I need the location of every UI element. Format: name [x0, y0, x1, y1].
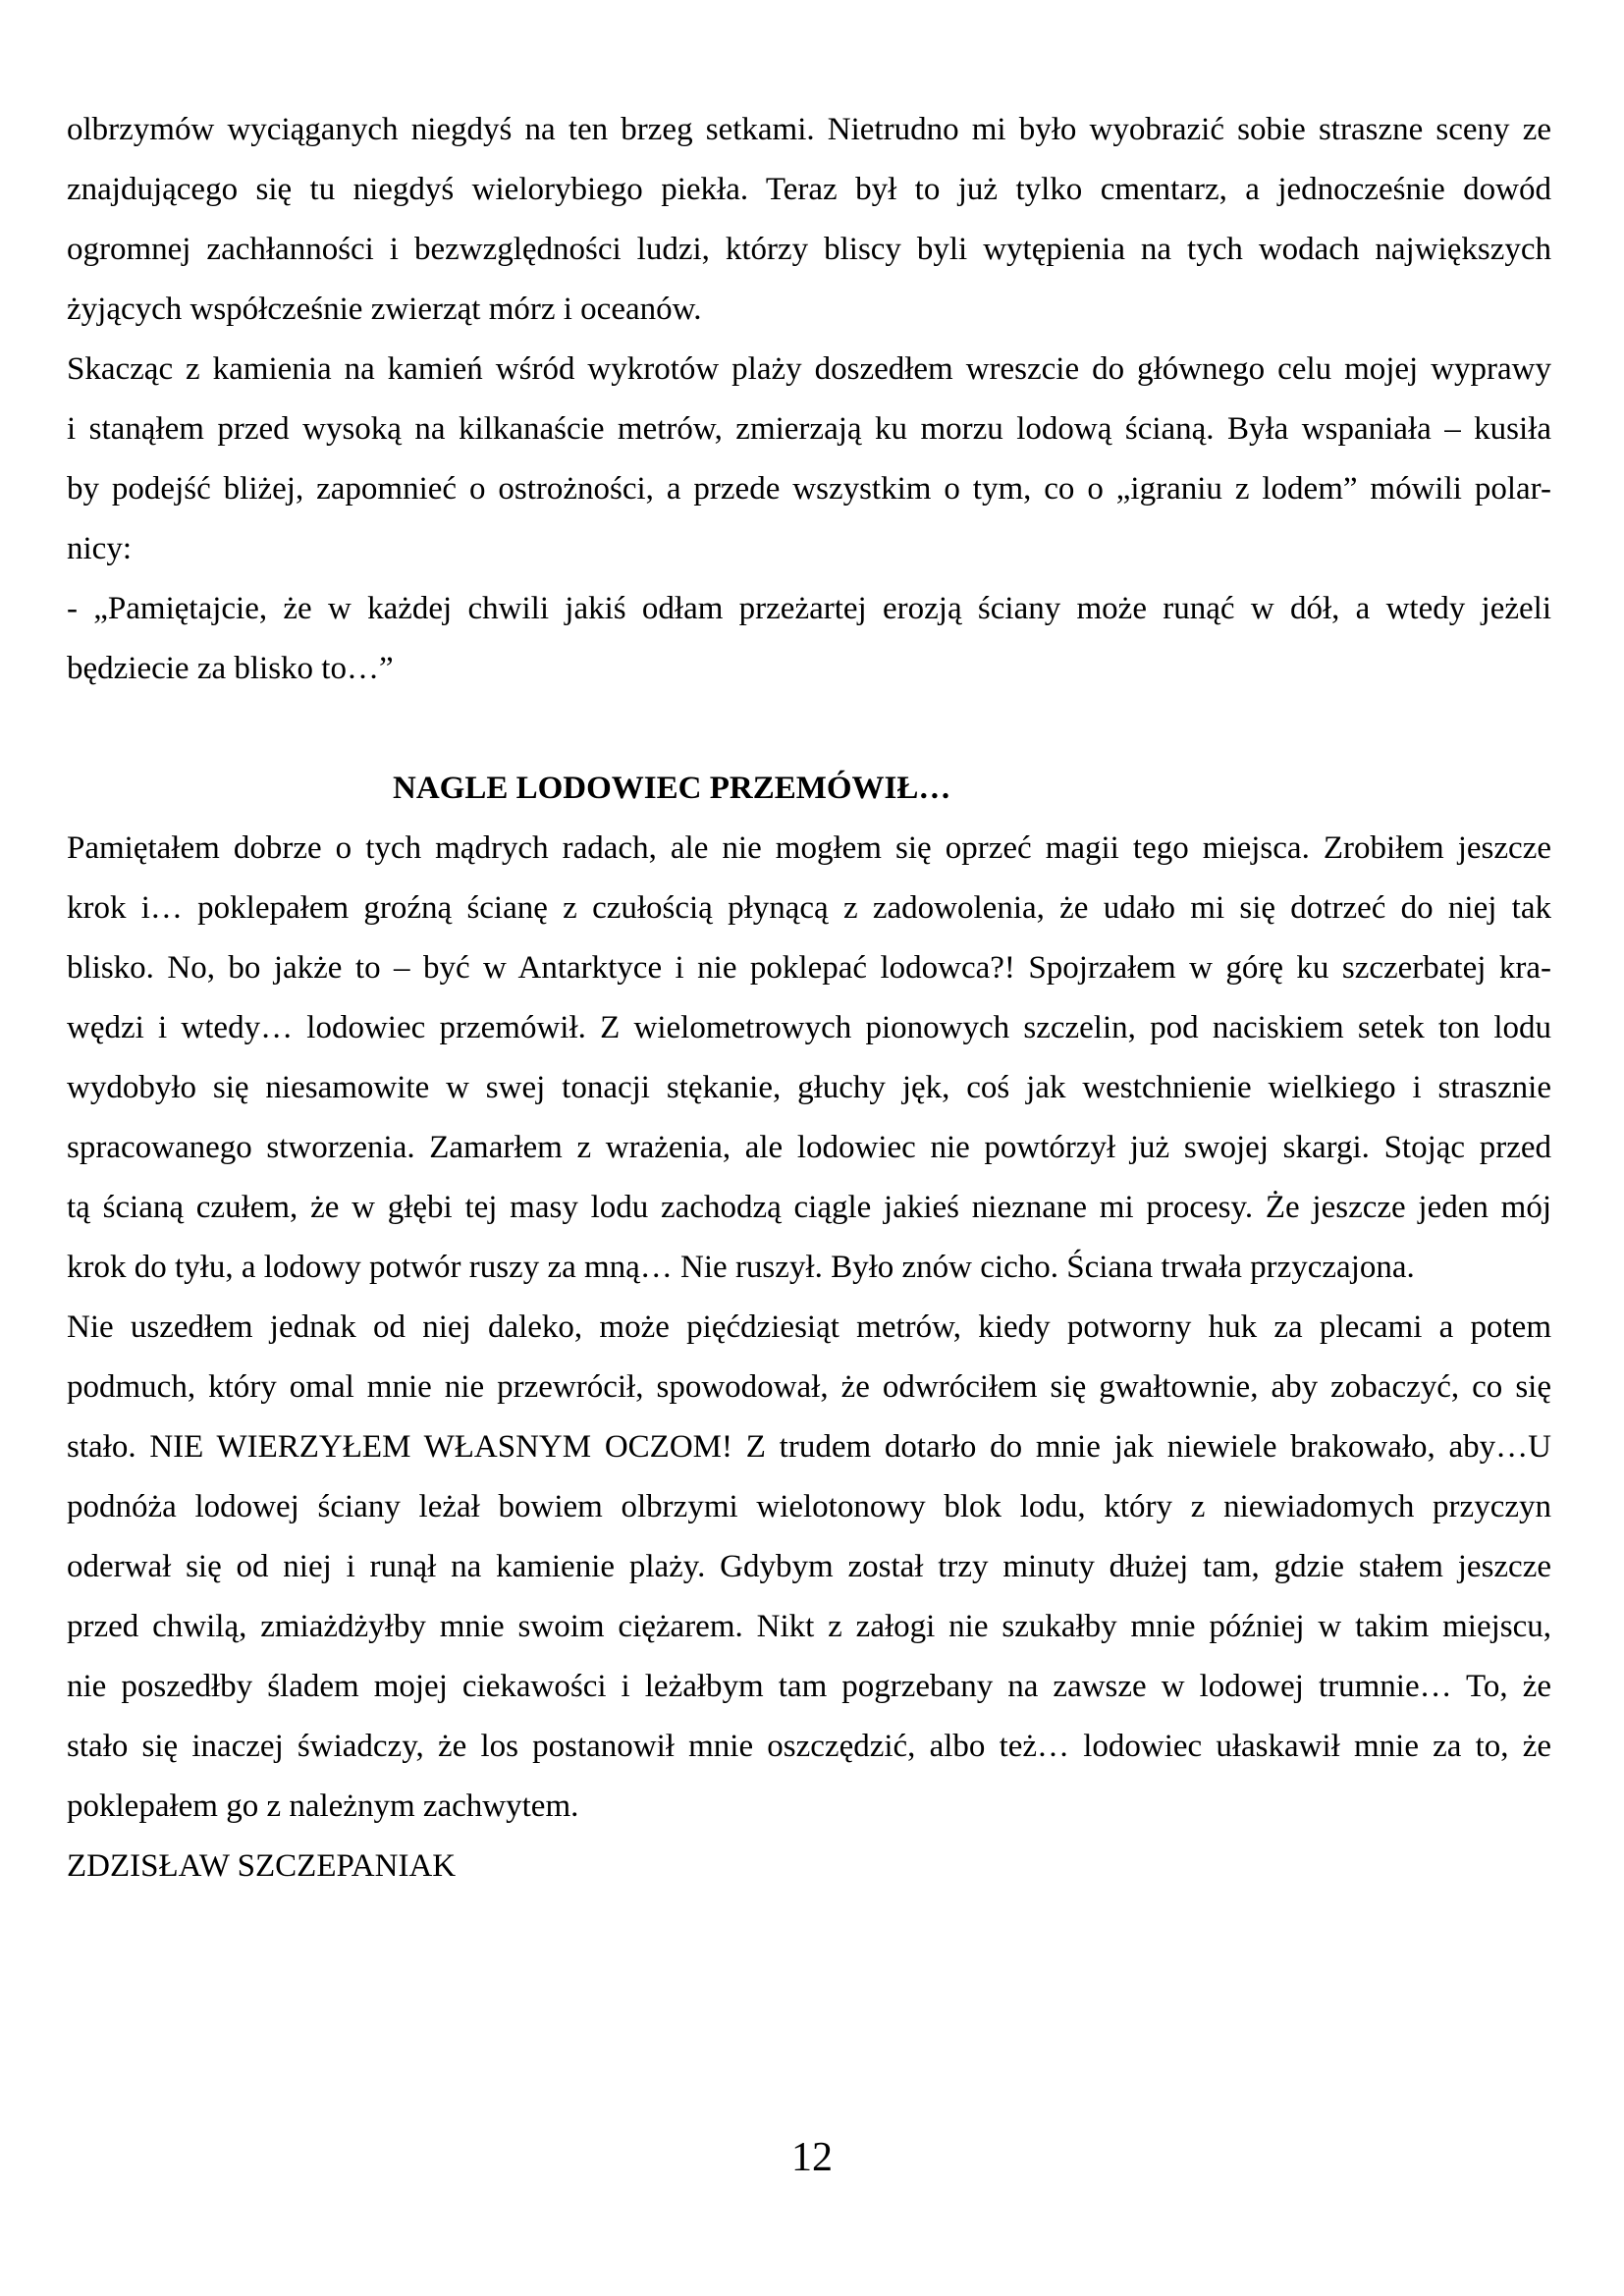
- text-line: blisko. No, bo jakże to – być w Antarktyce i nie poklepać lodowca?! Spojrzałem w górę ku szczerbatej kra-: [67, 950, 1551, 986]
- text-line: podnóża lodowej ściany leżał bowiem olbrzymi wielotonowy blok lodu, który z niewiadomych przyczyn: [67, 1489, 1551, 1524]
- author-name: ZDZISŁAW SZCZEPANIAK: [67, 1848, 457, 1884]
- page-number: 12: [791, 2135, 833, 2180]
- text-line: żyjących współcześnie zwierząt mórz i oceanów.: [67, 292, 702, 327]
- text-line: olbrzymów wyciąganych niegdyś na ten brzeg setkami. Nietrudno mi było wyobrazić sobie straszne sceny ze: [67, 112, 1551, 147]
- text-line: Pamiętałem dobrze o tych mądrych radach, ale nie mogłem się oprzeć magii tego miejsca. Zrobiłem jeszcze: [67, 830, 1551, 866]
- text-line: krok do tyłu, a lodowy potwór ruszy za mną… Nie ruszył. Było znów cicho. Ściana trwała przyczajona.: [67, 1250, 1415, 1285]
- text-line: poklepałem go z należnym zachwytem.: [67, 1789, 579, 1824]
- text-line: stało się inaczej świadczy, że los postanowił mnie oszczędzić, albo też… lodowiec ułaskawił mnie za to, że: [67, 1729, 1551, 1764]
- text-line: by podejść bliżej, zapomnieć o ostrożności, a przede wszystkim o tym, co o „igraniu z lodem” mówili polar-: [67, 471, 1551, 507]
- blank-line: [67, 699, 1551, 759]
- text-line: spracowanego stworzenia. Zamarłem z wrażenia, ale lodowiec nie powtórzył już swojej skargi. Stojąc przed: [67, 1130, 1551, 1165]
- text-line: wydobyło się niesamowite w swej tonacji stękanie, głuchy jęk, coś jak westchnienie wielkiego i strasznie: [67, 1070, 1551, 1105]
- text-line: Skacząc z kamienia na kamień wśród wykrotów plaży doszedłem wreszcie do głównego celu mojej wyprawy: [67, 351, 1551, 387]
- text-line: podmuch, który omal mnie nie przewrócił, spowodował, że odwróciłem się gwałtownie, aby zobaczyć, co się: [67, 1369, 1551, 1405]
- text-line: - „Pamiętajcie, że w każdej chwili jakiś odłam przeżartej erozją ściany może runąć w dół, a wtedy jeżeli: [67, 591, 1551, 626]
- text-line: ogromnej zachłanności i bezwzględności ludzi, którzy bliscy byli wytępienia na tych wodach największych: [67, 232, 1551, 267]
- text-line: krok i… poklepałem groźną ścianę z czułością płynącą z zadowolenia, że udało mi się dotrzeć do niej tak: [67, 890, 1551, 926]
- text-line: stało. NIE WIERZYŁEM WŁASNYM OCZOM! Z trudem dotarło do mnie jak niewiele brakowało, aby…U: [67, 1429, 1551, 1465]
- section-heading: NAGLE LODOWIEC PRZEMÓWIŁ…: [393, 771, 951, 806]
- text-line: znajdującego się tu niegdyś wielorybiego piekła. Teraz był to już tylko cmentarz, a jednocześnie dowód: [67, 172, 1551, 207]
- text-line: i stanąłem przed wysoką na kilkanaście metrów, zmierzają ku morzu lodową ścianą. Była wspaniała – kusiła: [67, 411, 1551, 447]
- text-line: Nie uszedłem jednak od niej daleko, może pięćdziesiąt metrów, kiedy potworny huk za plecami a potem: [67, 1309, 1551, 1345]
- text-line: tą ścianą czułem, że w głębi tej masy lodu zachodzą ciągle jakieś nieznane mi procesy. Że jeszcze jeden mój: [67, 1190, 1551, 1225]
- text-line: będziecie za blisko to…”: [67, 651, 394, 686]
- text-line: wędzi i wtedy… lodowiec przemówił. Z wielometrowych pionowych szczelin, pod naciskiem setek ton lodu: [67, 1010, 1551, 1045]
- text-line: przed chwilą, zmiażdżyłby mnie swoim ciężarem. Nikt z załogi nie szukałby mnie później w takim miejscu,: [67, 1609, 1551, 1644]
- text-line: nicy:: [67, 531, 132, 566]
- text-line: oderwał się od niej i runął na kamienie plaży. Gdybym został trzy minuty dłużej tam, gdzie stałem jeszcze: [67, 1549, 1551, 1584]
- text-line: nie poszedłby śladem mojej ciekawości i leżałbym tam pogrzebany na zawsze w lodowej trumnie… To, że: [67, 1669, 1551, 1704]
